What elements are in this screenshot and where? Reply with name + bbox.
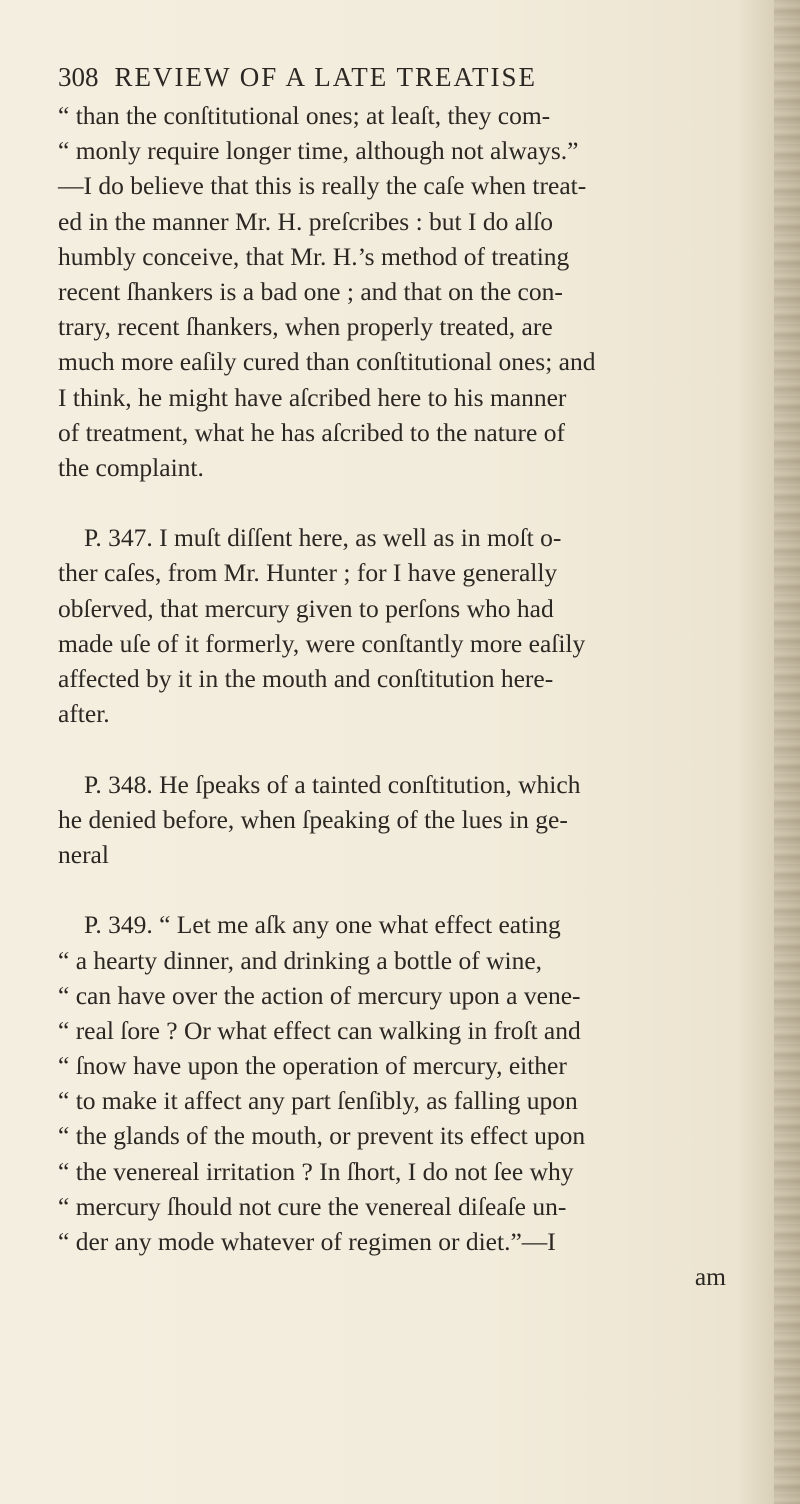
text-line: made uſe of it formerly, were conſtantly more eaſily	[58, 628, 586, 658]
running-title: REVIEW OF A LATE TREATISE	[114, 62, 538, 92]
text-line: after.	[58, 699, 110, 729]
text-line: recent ſhankers is a bad one ; and that on the con-	[58, 276, 563, 306]
text-line: P. 348. He ſpeaks of a tainted conſtitution, which	[84, 769, 581, 799]
text-line: “ to make it affect any part ſenſibly, as falling upon	[58, 1086, 578, 1116]
text-line: “ mercury ſhould not cure the venereal diſeaſe un-	[58, 1191, 567, 1221]
text-line: “ der any mode whatever of regimen or diet.”—I	[58, 1227, 556, 1256]
text-line: much more eaſily cured than conſtitutional ones; and	[58, 347, 596, 377]
paragraph-gap	[58, 872, 768, 907]
running-header	[58, 62, 748, 98]
text-line: P. 347. I muſt diſſent here, as well as in moſt o-	[84, 523, 562, 553]
catchword: am	[694, 1262, 726, 1292]
text-line: obſerved, that mercury given to perſons who had	[58, 593, 554, 623]
text-line: “ can have over the action of mercury upon a vene-	[58, 980, 581, 1010]
paragraph-gap	[58, 731, 768, 766]
text-line: trary, recent ſhankers, when properly treated, are	[58, 312, 553, 342]
text-line: “ than the conſtitutional ones; at leaſt, they com-	[58, 101, 551, 130]
paragraph-gap	[58, 485, 768, 520]
binding-edge	[774, 0, 800, 1504]
body-text	[58, 98, 768, 1294]
text-line: I think, he might have aſcribed here to his manner	[58, 382, 567, 412]
text-line: ther caſes, from Mr. Hunter ; for I have generally	[58, 558, 558, 588]
page-number: 308	[58, 62, 99, 92]
text-line: “ the glands of the mouth, or prevent its effect upon	[58, 1121, 586, 1151]
text-line: of treatment, what he has aſcribed to the nature of	[58, 417, 565, 447]
text-line: humbly conceive, that Mr. H.’s method of treating	[58, 241, 570, 271]
text-line: he denied before, when ſpeaking of the lues in ge-	[58, 804, 568, 834]
text-line: “ the venereal irritation ? In ſhort, I do not ſee why	[58, 1156, 574, 1186]
text-line: the complaint.	[58, 452, 204, 482]
text-line: “ monly require longer time, although not always.”	[58, 136, 579, 166]
text-line: “ real ſore ? Or what effect can walking in froſt and	[58, 1015, 581, 1045]
text-line: affected by it in the mouth and conſtitution here-	[58, 664, 554, 693]
text-line: ed in the manner Mr. H. preſcribes : but I do alſo	[58, 206, 553, 236]
text-line: “ a hearty dinner, and drinking a bottle of wine,	[58, 945, 543, 975]
text-line: “ ſnow have upon the operation of mercury, either	[58, 1051, 567, 1081]
text-line: P. 349. “ Let me aſk any one what effect eating	[84, 910, 561, 940]
text-line: —I do believe that this is really the caſe when treat-	[58, 171, 587, 201]
text-line: neral	[58, 839, 109, 869]
